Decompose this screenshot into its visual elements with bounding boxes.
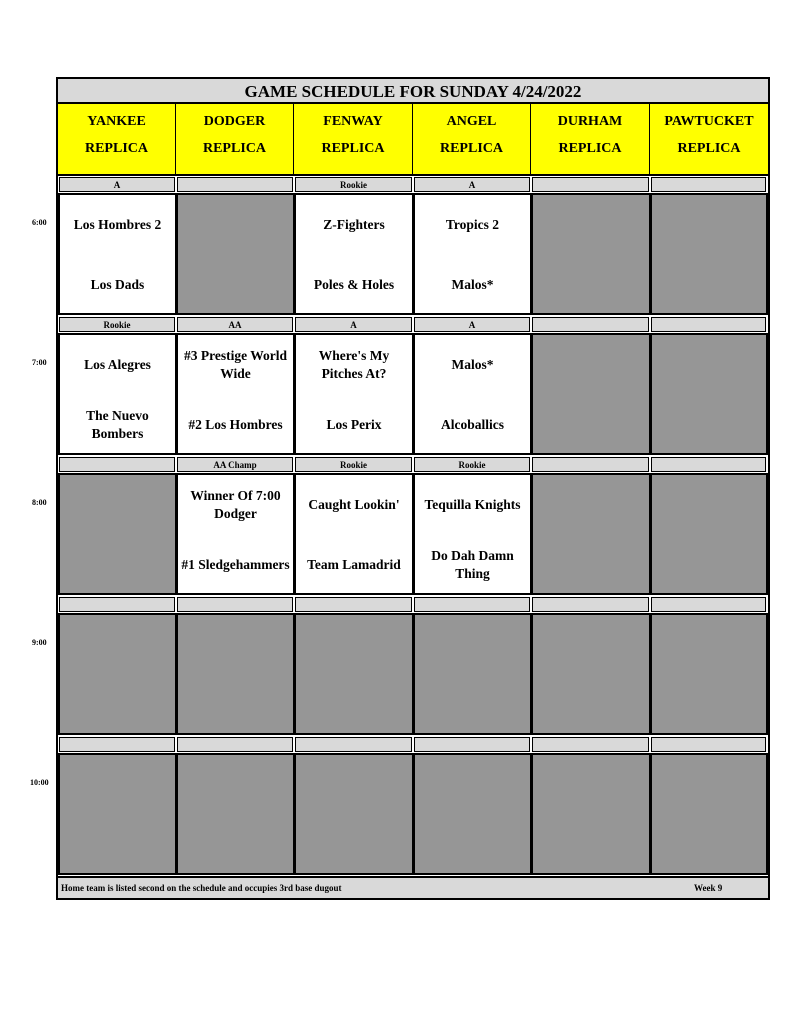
schedule-sheet <box>56 77 770 900</box>
empty-slot <box>531 473 651 595</box>
division-label <box>414 737 530 752</box>
footer-note: Home team is listed second on the schedule and occupies 3rd base dugout <box>61 883 342 893</box>
division-label <box>651 177 766 192</box>
division-label <box>651 457 766 472</box>
empty-slot <box>531 753 651 875</box>
division-label <box>59 457 175 472</box>
division-label <box>532 457 649 472</box>
home-team: #2 Los Hombres <box>188 417 283 432</box>
away-team: Malos* <box>451 357 494 372</box>
empty-slot <box>531 193 651 315</box>
away-team: Tequilla Knights <box>424 497 521 512</box>
time-label: 8:00 <box>32 498 47 507</box>
field-header-yankee <box>58 104 177 176</box>
home-team: #1 Sledgehammers <box>181 557 290 572</box>
away-team: Tropics 2 <box>445 217 500 232</box>
game-slot <box>413 193 532 315</box>
empty-slot <box>650 613 768 735</box>
home-team: Do Dah Damn Thing <box>431 548 514 581</box>
empty-slot <box>58 473 177 595</box>
home-team: The Nuevo Bombers <box>86 408 149 441</box>
home-team: Poles & Holes <box>313 277 395 292</box>
division-label: A <box>414 177 530 192</box>
division-label <box>532 597 649 612</box>
division-label <box>532 317 649 332</box>
division-label <box>651 597 766 612</box>
division-label: A <box>414 317 530 332</box>
empty-slot <box>650 473 768 595</box>
empty-slot <box>413 753 532 875</box>
field-header-durham <box>531 104 651 176</box>
game-slot <box>58 193 177 315</box>
division-label <box>177 597 293 612</box>
field-subtitle: REPLICA <box>677 141 741 156</box>
away-team: #3 Prestige World Wide <box>184 348 287 381</box>
game-slot <box>413 473 532 595</box>
time-label: 10:00 <box>30 778 49 787</box>
field-name: ANGEL <box>446 114 497 129</box>
division-label: AA Champ <box>177 457 293 472</box>
division-label <box>414 597 530 612</box>
field-header-dodger <box>176 104 295 176</box>
footer-bar <box>58 876 768 898</box>
week-label: Week 9 <box>694 883 723 893</box>
division-label: AA <box>177 317 293 332</box>
field-name: DURHAM <box>557 114 623 129</box>
division-label: Rookie <box>295 177 412 192</box>
game-slot <box>294 473 414 595</box>
division-label <box>651 317 766 332</box>
empty-slot <box>176 753 295 875</box>
field-name: YANKEE <box>87 114 146 129</box>
away-team: Z-Fighters <box>323 217 385 232</box>
empty-slot <box>294 753 414 875</box>
division-label <box>59 737 175 752</box>
time-label: 7:00 <box>32 358 47 367</box>
game-slot <box>294 333 414 455</box>
time-label: 9:00 <box>32 638 47 647</box>
division-label: A <box>59 177 175 192</box>
division-label: Rookie <box>295 457 412 472</box>
empty-slot <box>650 333 768 455</box>
field-subtitle: REPLICA <box>558 141 622 156</box>
game-slot <box>58 333 177 455</box>
time-label: 6:00 <box>32 218 47 227</box>
field-subtitle: REPLICA <box>321 141 385 156</box>
game-slot <box>176 333 295 455</box>
home-team: Malos* <box>451 277 494 292</box>
division-label: Rookie <box>414 457 530 472</box>
division-label <box>295 737 412 752</box>
division-label <box>532 737 649 752</box>
game-slot <box>176 473 295 595</box>
empty-slot <box>650 753 768 875</box>
empty-slot <box>650 193 768 315</box>
schedule-title: GAME SCHEDULE FOR SUNDAY 4/24/2022 <box>58 79 768 104</box>
empty-slot <box>176 613 295 735</box>
field-name: FENWAY <box>323 114 383 129</box>
home-team: Alcoballics <box>441 417 504 432</box>
field-header-pawtucket <box>650 104 768 176</box>
away-team: Los Alegres <box>84 357 151 372</box>
division-label <box>532 177 649 192</box>
empty-slot <box>413 613 532 735</box>
home-team: Los Perix <box>326 417 382 432</box>
division-label <box>295 597 412 612</box>
division-label: A <box>295 317 412 332</box>
away-team: Where's My Pitches At? <box>318 348 390 381</box>
division-label <box>177 737 293 752</box>
empty-slot <box>176 193 295 315</box>
field-name: DODGER <box>203 114 266 129</box>
division-label: Rookie <box>59 317 175 332</box>
field-header-angel <box>413 104 532 176</box>
division-label <box>59 597 175 612</box>
game-slot <box>413 333 532 455</box>
empty-slot <box>531 613 651 735</box>
away-team: Los Hombres 2 <box>73 217 162 232</box>
away-team: Caught Lookin' <box>308 497 400 512</box>
home-team: Los Dads <box>90 277 145 292</box>
empty-slot <box>294 613 414 735</box>
empty-slot <box>58 613 177 735</box>
field-name: PAWTUCKET <box>664 114 754 129</box>
game-slot <box>294 193 414 315</box>
division-label <box>651 737 766 752</box>
division-label <box>177 177 293 192</box>
away-team: Winner Of 7:00 Dodger <box>190 488 281 521</box>
home-team: Team Lamadrid <box>307 557 401 572</box>
field-subtitle: REPLICA <box>439 141 503 156</box>
empty-slot <box>58 753 177 875</box>
field-subtitle: REPLICA <box>202 141 266 156</box>
empty-slot <box>531 333 651 455</box>
field-header-fenway <box>294 104 414 176</box>
field-subtitle: REPLICA <box>84 141 148 156</box>
